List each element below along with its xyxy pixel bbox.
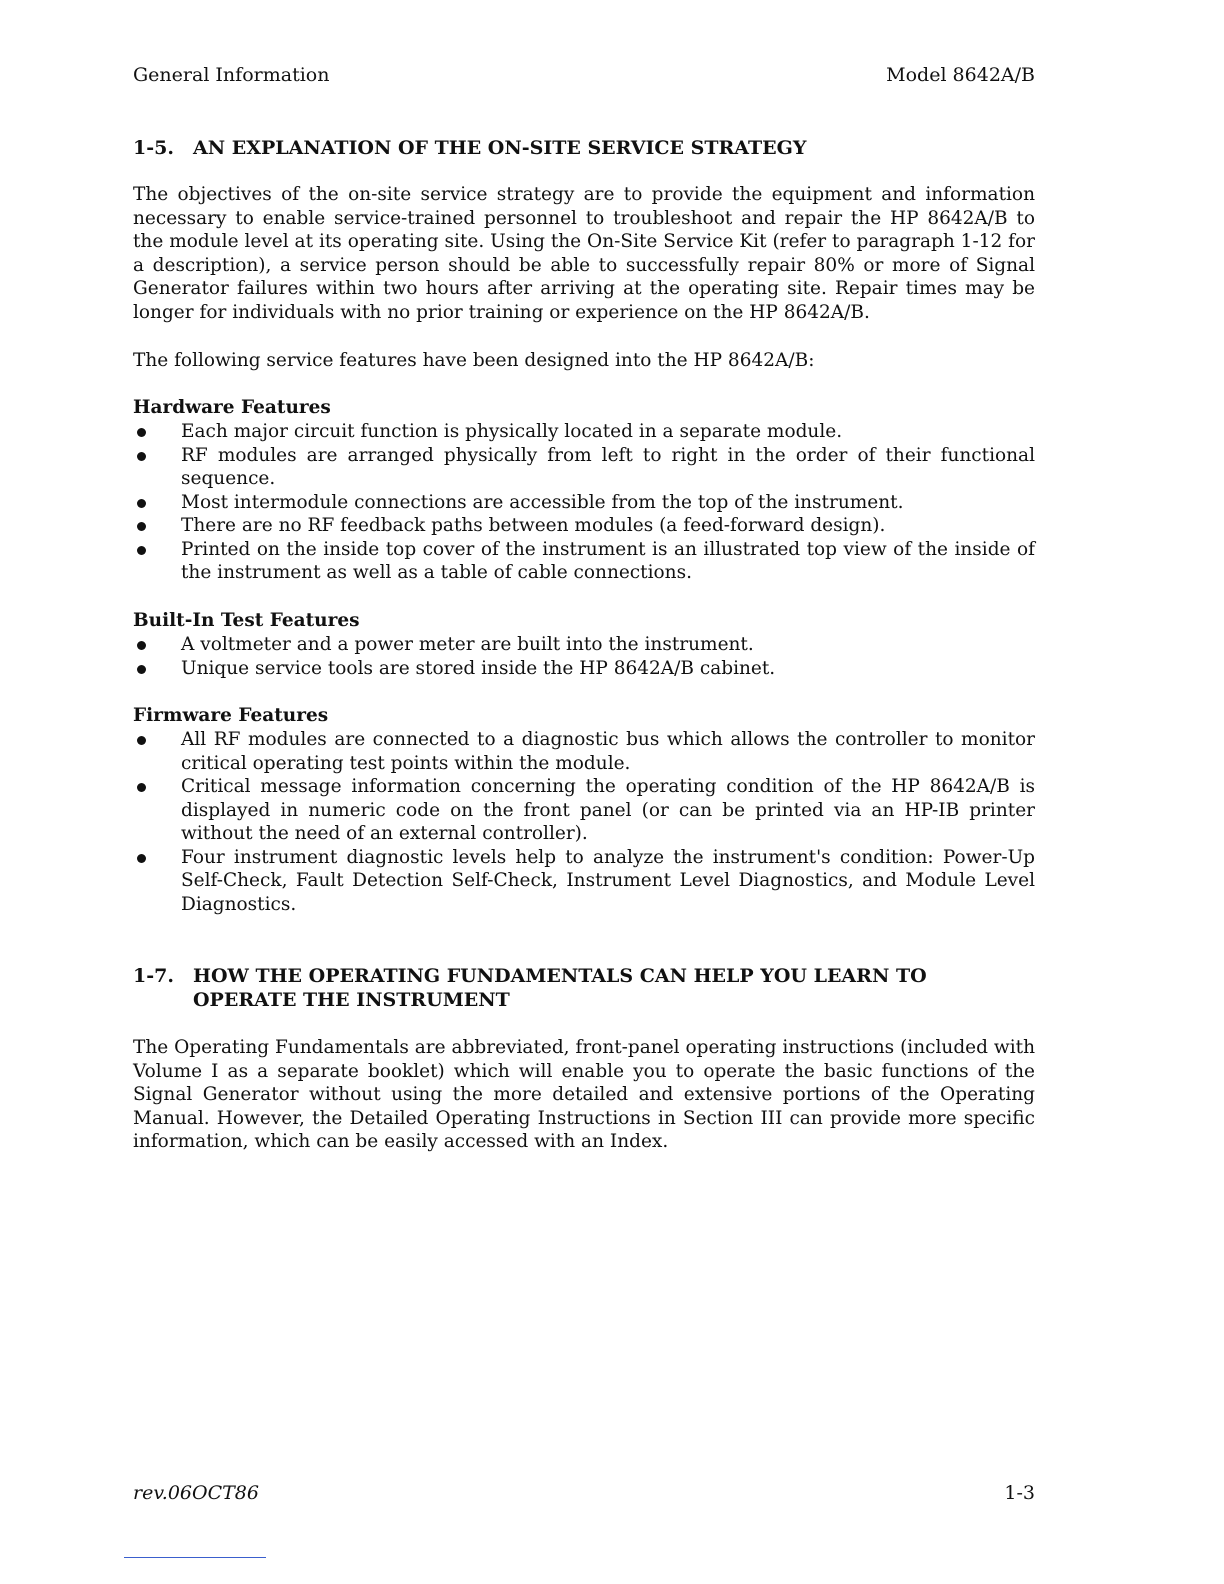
bullet-icon [137,499,146,508]
section-1-7-heading [133,964,1035,1012]
section-1-7-number: 1-7. [133,965,174,987]
section-1-5-number: 1-5. [133,137,174,159]
bullet-icon [137,546,146,555]
header-model: Model 8642A/B [886,64,1035,86]
built-in-test-features-heading: Built-In Test Features [133,610,360,631]
bullet-icon [137,522,146,531]
bullet-icon [137,736,146,745]
page-number: 1-3 [1004,1482,1035,1504]
revision-date: rev.06OCT86 [133,1482,259,1504]
bullet-icon [137,428,146,437]
list-item: There are no RF feedback paths between modules (a feed-forward design). [133,514,1035,538]
list-item: Each major circuit function is physically located in a separate module. [133,420,1035,444]
bullet-icon [137,783,146,792]
firmware-features-heading: Firmware Features [133,705,329,726]
hardware-features-list [133,420,1035,585]
section-1-5-title: AN EXPLANATION OF THE ON-SITE SERVICE STRATEGY [193,137,807,159]
firmware-features-list [133,728,1035,916]
list-item: RF modules are arranged physically from left to right in the order of their functional sequence. [133,444,1035,491]
bullet-icon [137,641,146,650]
list-item: All RF modules are connected to a diagnostic bus which allows the controller to monitor critical operating test points within the module. [133,728,1035,775]
bullet-icon [137,665,146,674]
header-section-name: General Information [133,64,330,86]
list-item: Four instrument diagnostic levels help to analyze the instrument's condition: Power-Up Self-Check, Fault Detection Self-Check, Instrument Level Diagnostics, and Module Level Diagnostics. [133,846,1035,917]
list-item: Critical message information concerning the operating condition of the HP 8642A/B is displayed in numeric code on the front panel (or can be printed via an HP-IB printer without the need of an external controller). [133,775,1035,846]
bullet-icon [137,452,146,461]
section-1-7-paragraph: The Operating Fundamentals are abbreviated, front-panel operating instructions (included with Volume I as a separate booklet) which will enable you to operate the basic functions of the Signal Generator without using the more detailed and extensive portions of the Operating Manual. However, the Detailed Operating Instructions in Section III can provide more specific information, which can be easily accessed with an Index. [133,1037,1035,1152]
page-header [133,64,1035,90]
list-item: Unique service tools are stored inside the HP 8642A/B cabinet. [133,657,1035,681]
section-1-5-paragraph-1: The objectives of the on-site service strategy are to provide the equipment and information necessary to enable service-trained personnel to troubleshoot and repair the HP 8642A/B to the module level at its operating site. Using the On-Site Service Kit (refer to paragraph 1-12 for a description), a service person should be able to successfully repair 80% or more of Signal Generator failures within two hours after arriving at the operating site. Repair times may be longer for individuals with no prior training or experience on the HP 8642A/B. [133,184,1035,323]
manual-page [133,0,1035,1584]
built-in-test-features-list [133,633,1035,680]
section-1-5-paragraph-2: The following service features have been designed into the HP 8642A/B: [133,350,815,371]
section-1-7-title: HOW THE OPERATING FUNDAMENTALS CAN HELP YOU LEARN TO OPERATE THE INSTRUMENT [193,965,927,1011]
hardware-features-heading: Hardware Features [133,397,331,418]
bullet-icon [137,854,146,863]
list-item: A voltmeter and a power meter are built into the instrument. [133,633,1035,657]
section-1-5-heading [133,136,1035,160]
scan-artifact-rule [124,1557,266,1558]
list-item: Printed on the inside top cover of the instrument is an illustrated top view of the inside of the instrument as well as a table of cable connections. [133,538,1035,585]
list-item: Most intermodule connections are accessible from the top of the instrument. [133,491,1035,515]
